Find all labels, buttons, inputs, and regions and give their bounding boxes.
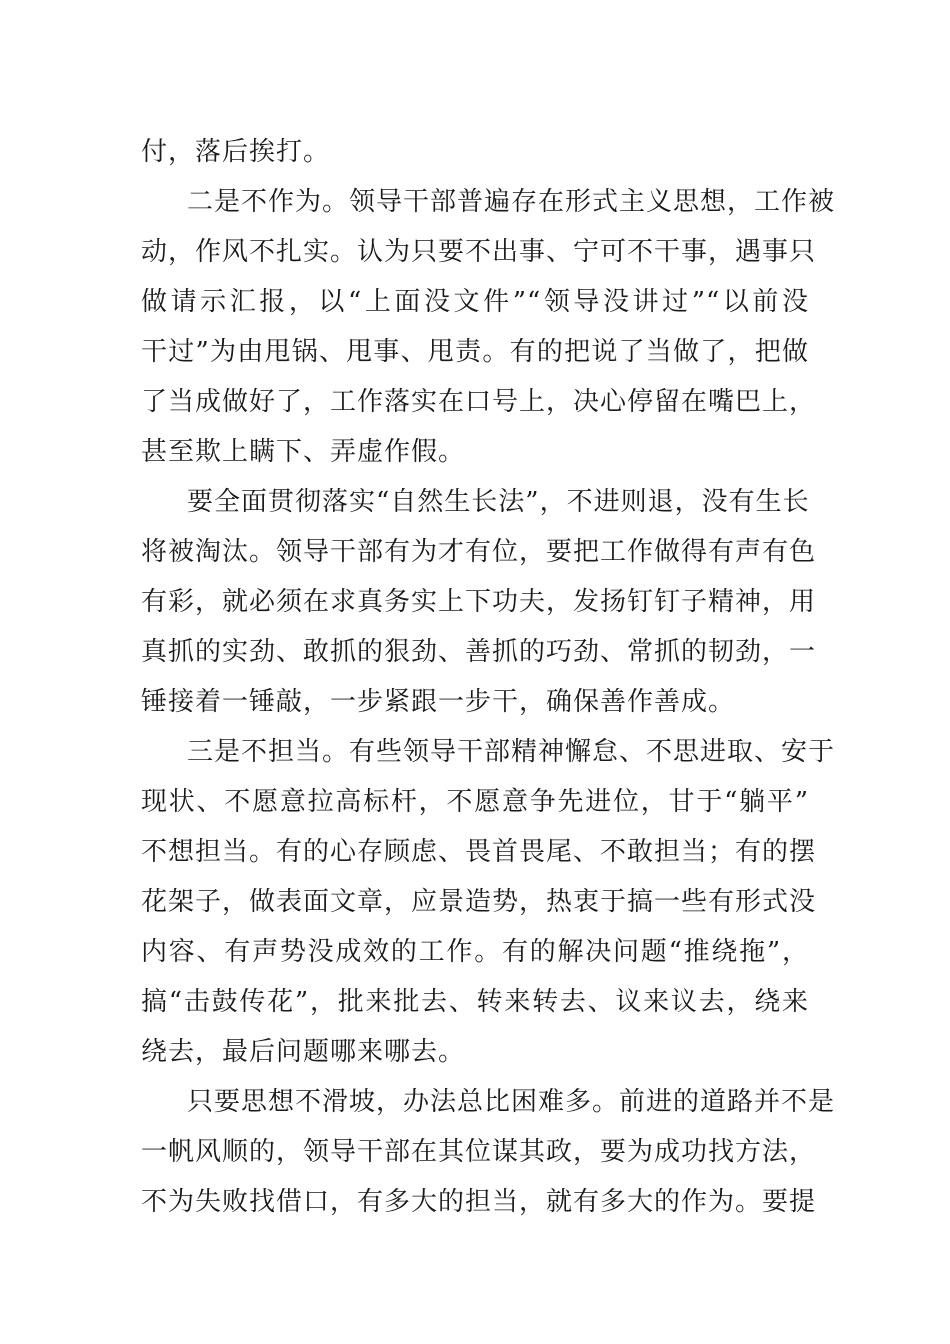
paragraph-line: 二是不作为。领导干部普遍存在形式主义思想，工作被 xyxy=(187,187,836,217)
paragraph-line: 一帆风顺的，领导干部在其位谋其政，要为成功找方法， xyxy=(141,1137,817,1167)
paragraph-line: 内容、有声势没成效的工作。有的解决问题“推绕拖”， xyxy=(141,937,809,967)
paragraph-line: 不想担当。有的心存顾虑、畏首畏尾、不敢担当；有的摆 xyxy=(141,837,817,867)
paragraph-line: 绕去，最后问题哪来哪去。 xyxy=(141,1037,466,1067)
paragraph-line: 有彩，就必须在求真务实上下功夫，发扬钉钉子精神，用 xyxy=(141,587,817,617)
paragraph-line: 做请示汇报，以“上面没文件”“领导没讲过”“以前没 xyxy=(141,287,809,317)
paragraph-line: 三是不担当。有些领导干部精神懈怠、不思进取、安于 xyxy=(187,737,836,767)
paragraph-line: 将被淘汰。领导干部有为才有位，要把工作做得有声有色 xyxy=(141,537,817,567)
paragraph-line: 要全面贯彻落实“自然生长法”，不进则退，没有生长 xyxy=(187,487,810,517)
paragraph-line: 锤接着一锤敲，一步紧跟一步干，确保善作善成。 xyxy=(141,687,736,717)
paragraph-line: 甚至欺上瞒下、弄虚作假。 xyxy=(141,437,466,467)
paragraph-line: 了当成做好了，工作落实在口号上，决心停留在嘴巴上， xyxy=(141,387,817,417)
paragraph-line: 真抓的实劲、敢抓的狠劲、善抓的巧劲、常抓的韧劲，一 xyxy=(141,637,817,667)
paragraph-line: 干过”为由甩锅、甩事、甩责。有的把说了当做了，把做 xyxy=(141,337,809,367)
body-text xyxy=(141,127,836,1227)
paragraph-line: 动，作风不扎实。认为只要不出事、宁可不干事，遇事只 xyxy=(141,237,817,267)
paragraph-line: 付，落后挨打。 xyxy=(141,137,331,167)
paragraph-line: 现状、不愿意拉高标杆，不愿意争先进位，甘于“躺平” xyxy=(141,787,809,817)
paragraph-line: 搞“击鼓传花”，批来批去、转来转去、议来议去，绕来 xyxy=(141,987,809,1017)
paragraph-line: 花架子，做表面文章，应景造势，热衷于搞一些有形式没 xyxy=(141,887,817,917)
paragraph-line: 不为失败找借口，有多大的担当，就有多大的作为。要提 xyxy=(141,1187,817,1217)
paragraph-line: 只要思想不滑坡，办法总比困难多。前进的道路并不是 xyxy=(187,1087,836,1117)
